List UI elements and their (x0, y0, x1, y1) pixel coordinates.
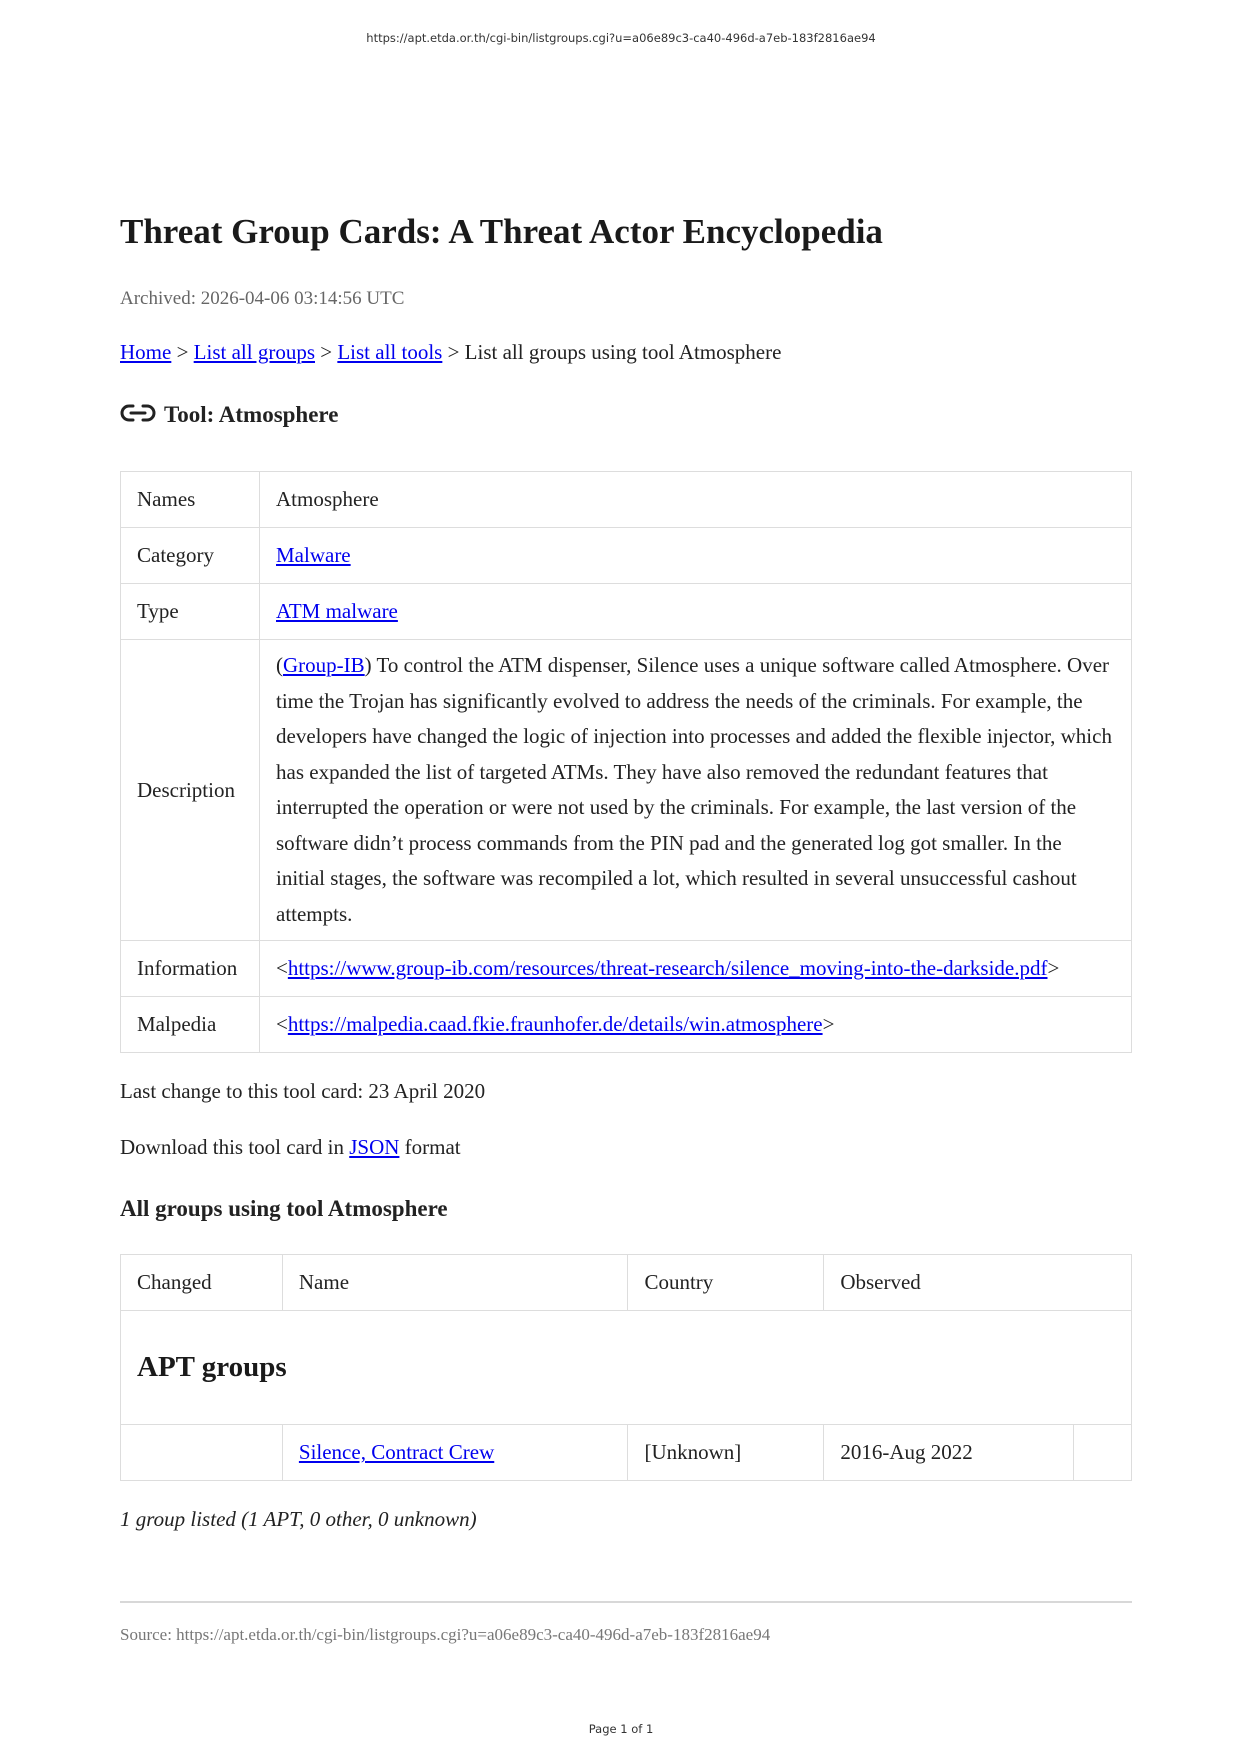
observed-cell: 2016-Aug 2022 (824, 1425, 1074, 1481)
empty-cell (1074, 1425, 1132, 1481)
archived-timestamp: Archived: 2026-04-06 03:14:56 UTC (120, 288, 405, 309)
groups-heading: All groups using tool Atmosphere (120, 1196, 448, 1221)
names-label: Names (121, 472, 260, 528)
section-row (121, 1311, 1132, 1425)
group-name-cell (282, 1425, 628, 1481)
tool-heading-text: Tool: Atmosphere (164, 402, 339, 427)
category-link[interactable]: Malware (276, 543, 351, 567)
description-paren: ( (276, 653, 283, 677)
source-url: Source: https://apt.etda.or.th/cgi-bin/listgroups.cgi?u=a06e89c3-ca40-496d-a7eb-183f2816ae94 (120, 1625, 771, 1644)
table-row (121, 528, 1132, 584)
angle-open: < (276, 956, 288, 980)
download-text: Download this tool card in (120, 1135, 350, 1159)
breadcrumb-separator: > (315, 340, 338, 364)
column-header-country: Country (628, 1255, 824, 1311)
country-cell: [Unknown] (628, 1425, 824, 1481)
column-header-observed: Observed (824, 1255, 1132, 1311)
page-title: Threat Group Cards: A Threat Actor Encyclopedia (120, 212, 883, 251)
group-name-link[interactable]: Silence, Contract Crew (298, 1440, 495, 1464)
download-text-after: format (399, 1135, 461, 1159)
breadcrumb-list-groups-link[interactable]: List all groups (193, 340, 315, 364)
divider (120, 1601, 1132, 1603)
tool-heading (120, 402, 338, 428)
description-text: ) To control the ATM dispenser, Silence uses a unique software called Atmosphere. Over time the Trojan has significantly evolved to address the needs of the criminals. For example, the developers have changed the logic of injection into processes and added the flexible injector, which has expanded the list of targeted ATMs. They have also removed the redundant features that interrupted the operation or were not used by the criminals. For example, the last version of the software didn’t process commands from the PIN pad and the generated log got smaller. In the initial stages, the software was recompiled a lot, which resulted in several unsuccessful cashout attempts. (276, 653, 1112, 926)
names-value: Atmosphere (260, 472, 1132, 528)
column-header-changed: Changed (121, 1255, 283, 1311)
section-title-apt-groups: APT groups (121, 1311, 1132, 1425)
information-link[interactable]: https://www.group-ib.com/resources/threat-research/silence_moving-into-the-darkside.pdf (287, 956, 1048, 980)
angle-close: > (1047, 956, 1060, 980)
malpedia-link[interactable]: https://malpedia.caad.fkie.fraunhofer.de/details/win.atmosphere (287, 1012, 823, 1036)
description-source-link[interactable]: Group-IB (283, 653, 365, 677)
type-label: Type (121, 584, 260, 640)
link-icon (120, 400, 156, 426)
table-row (121, 1425, 1132, 1481)
malpedia-cell (260, 997, 1132, 1053)
table-row (121, 941, 1132, 997)
table-header-row (121, 1255, 1132, 1311)
table-row (121, 584, 1132, 640)
type-cell (260, 584, 1132, 640)
tool-info-table (120, 471, 1132, 1053)
malpedia-label: Malpedia (121, 997, 260, 1053)
information-cell (260, 941, 1132, 997)
download-line (120, 1135, 461, 1160)
table-row (121, 997, 1132, 1053)
changed-cell (121, 1425, 283, 1481)
angle-close: > (822, 1012, 835, 1036)
breadcrumb-separator: > (171, 340, 194, 364)
table-row (121, 640, 1132, 941)
column-header-name: Name (282, 1255, 628, 1311)
breadcrumb (120, 340, 781, 365)
breadcrumb-home-link[interactable]: Home (120, 340, 172, 364)
category-cell (260, 528, 1132, 584)
description-cell (260, 640, 1132, 941)
groups-summary: 1 group listed (1 APT, 0 other, 0 unknown) (120, 1507, 477, 1531)
type-link[interactable]: ATM malware (276, 599, 398, 623)
groups-table (120, 1254, 1132, 1481)
table-row (121, 472, 1132, 528)
category-label: Category (121, 528, 260, 584)
page-number-footer: Page 1 of 1 (588, 1722, 654, 1736)
breadcrumb-current: > List all groups using tool Atmosphere (442, 340, 782, 364)
breadcrumb-list-tools-link[interactable]: List all tools (337, 340, 443, 364)
json-download-link[interactable]: JSON (349, 1135, 400, 1159)
description-label: Description (121, 640, 260, 941)
last-change-text: Last change to this tool card: 23 April 2020 (120, 1079, 486, 1103)
information-label: Information (121, 941, 260, 997)
print-header-url: https://apt.etda.or.th/cgi-bin/listgroups.cgi?u=a06e89c3-ca40-496d-a7eb-183f2816ae94 (366, 31, 876, 45)
angle-open: < (276, 1012, 288, 1036)
